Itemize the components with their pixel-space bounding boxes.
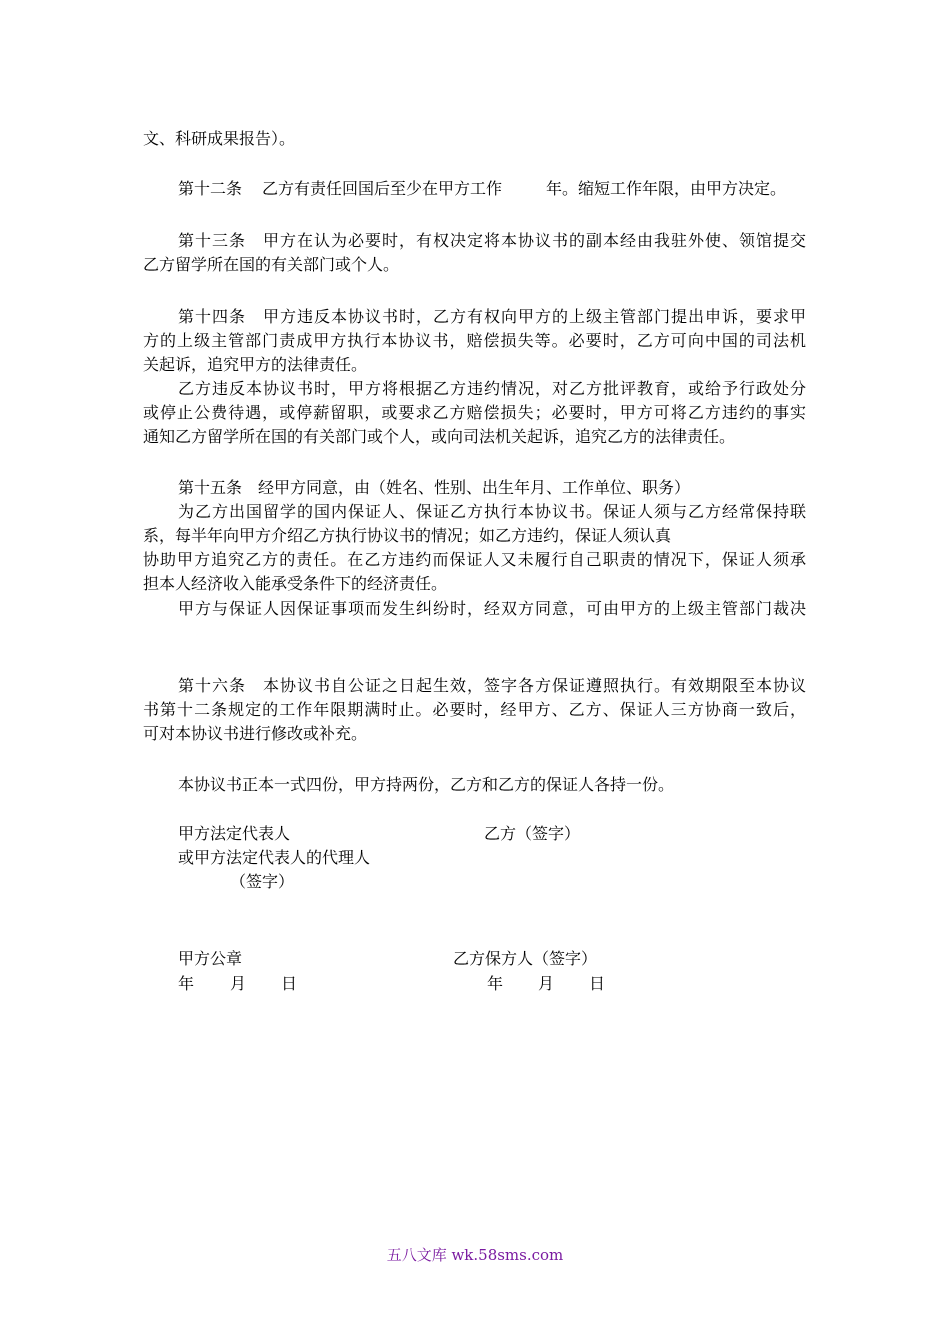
- article-15-line: 为乙方出国留学的国内保证人、保证乙方执行本协议书。保证人须与乙方经常保持联: [178, 502, 806, 521]
- party-a-agent: 或甲方法定代表人的代理人: [178, 848, 371, 867]
- guarantor-signature: 乙方保方人（签字）: [453, 949, 598, 968]
- article-13-line: 第十三条 甲方在认为必要时，有权决定将本协议书的副本经由我驻外使、领馆提交: [178, 231, 806, 250]
- article-12-label: 第十二条: [178, 179, 243, 198]
- article-15-line: 协助甲方追究乙方的责任。在乙方违约而保证人又未履行自己职责的情况下，保证人须承: [143, 550, 806, 569]
- article-14-line: 关起诉，追究甲方的法律责任。: [143, 355, 368, 374]
- article-14-line: 方的上级主管部门责成甲方执行本协议书，赔偿损失等。必要时，乙方可向中国的司法机: [143, 331, 806, 350]
- article-14-line: 第十四条 甲方违反本协议书时，乙方有权向甲方的上级主管部门提出申诉，要求甲: [178, 307, 806, 326]
- party-a-representative: 甲方法定代表人: [178, 824, 291, 843]
- article-12-text-a: 乙方有责任回国后至少在甲方工作: [262, 179, 503, 198]
- article-16-line: 书第十二条规定的工作年限期满时止。必要时，经甲方、乙方、保证人三方协商一致后，: [143, 700, 806, 719]
- party-a-signature: （签字）: [230, 872, 295, 891]
- article-15-line: 系，每半年向甲方介绍乙方执行协议书的情况；如乙方违约，保证人须认真: [143, 526, 672, 545]
- article-14-line: 或停止公费待遇，或停薪留职，或要求乙方赔偿损失；必要时，甲方可将乙方违约的事实: [143, 403, 806, 422]
- date-month: 月: [230, 974, 247, 993]
- article-13-line: 乙方留学所在国的有关部门或个人。: [143, 255, 400, 274]
- date-day: 日: [589, 974, 606, 993]
- party-b-signature: 乙方（签字）: [484, 824, 581, 843]
- article-15-line: 甲方与保证人因保证事项而发生纠纷时，经双方同意，可由甲方的上级主管部门裁决: [178, 599, 806, 618]
- intro-line: 文、科研成果报告）。: [143, 129, 296, 148]
- article-15-line: 担本人经济收入能承受条件下的经济责任。: [143, 574, 448, 593]
- copies-line: 本协议书正本一式四份，甲方持两份，乙方和乙方的保证人各持一份。: [178, 775, 675, 794]
- article-12-text-b: 年。缩短工作年限，由甲方决定。: [546, 179, 787, 198]
- article-14-line: 乙方违反本协议书时，甲方将根据乙方违约情况，对乙方批评教育，或给予行政处分: [178, 379, 806, 398]
- article-16-line: 可对本协议书进行修改或补充。: [143, 724, 368, 743]
- article-16-line: 第十六条 本协议书自公证之日起生效，签字各方保证遵照执行。有效期限至本协议: [178, 676, 806, 695]
- footer-watermark: 五八文库 wk.58sms.com: [386, 1246, 564, 1264]
- article-14-line: 通知乙方留学所在国的有关部门或个人，或向司法机关起诉，追究乙方的法律责任。: [143, 427, 736, 446]
- article-15-line: 第十五条 经甲方同意，由（姓名、性别、出生年月、工作单位、职务）: [178, 478, 691, 497]
- date-month: 月: [538, 974, 555, 993]
- party-a-seal: 甲方公章: [178, 949, 243, 968]
- date-year: 年: [487, 974, 504, 993]
- date-day: 日: [281, 974, 298, 993]
- date-year: 年: [178, 974, 195, 993]
